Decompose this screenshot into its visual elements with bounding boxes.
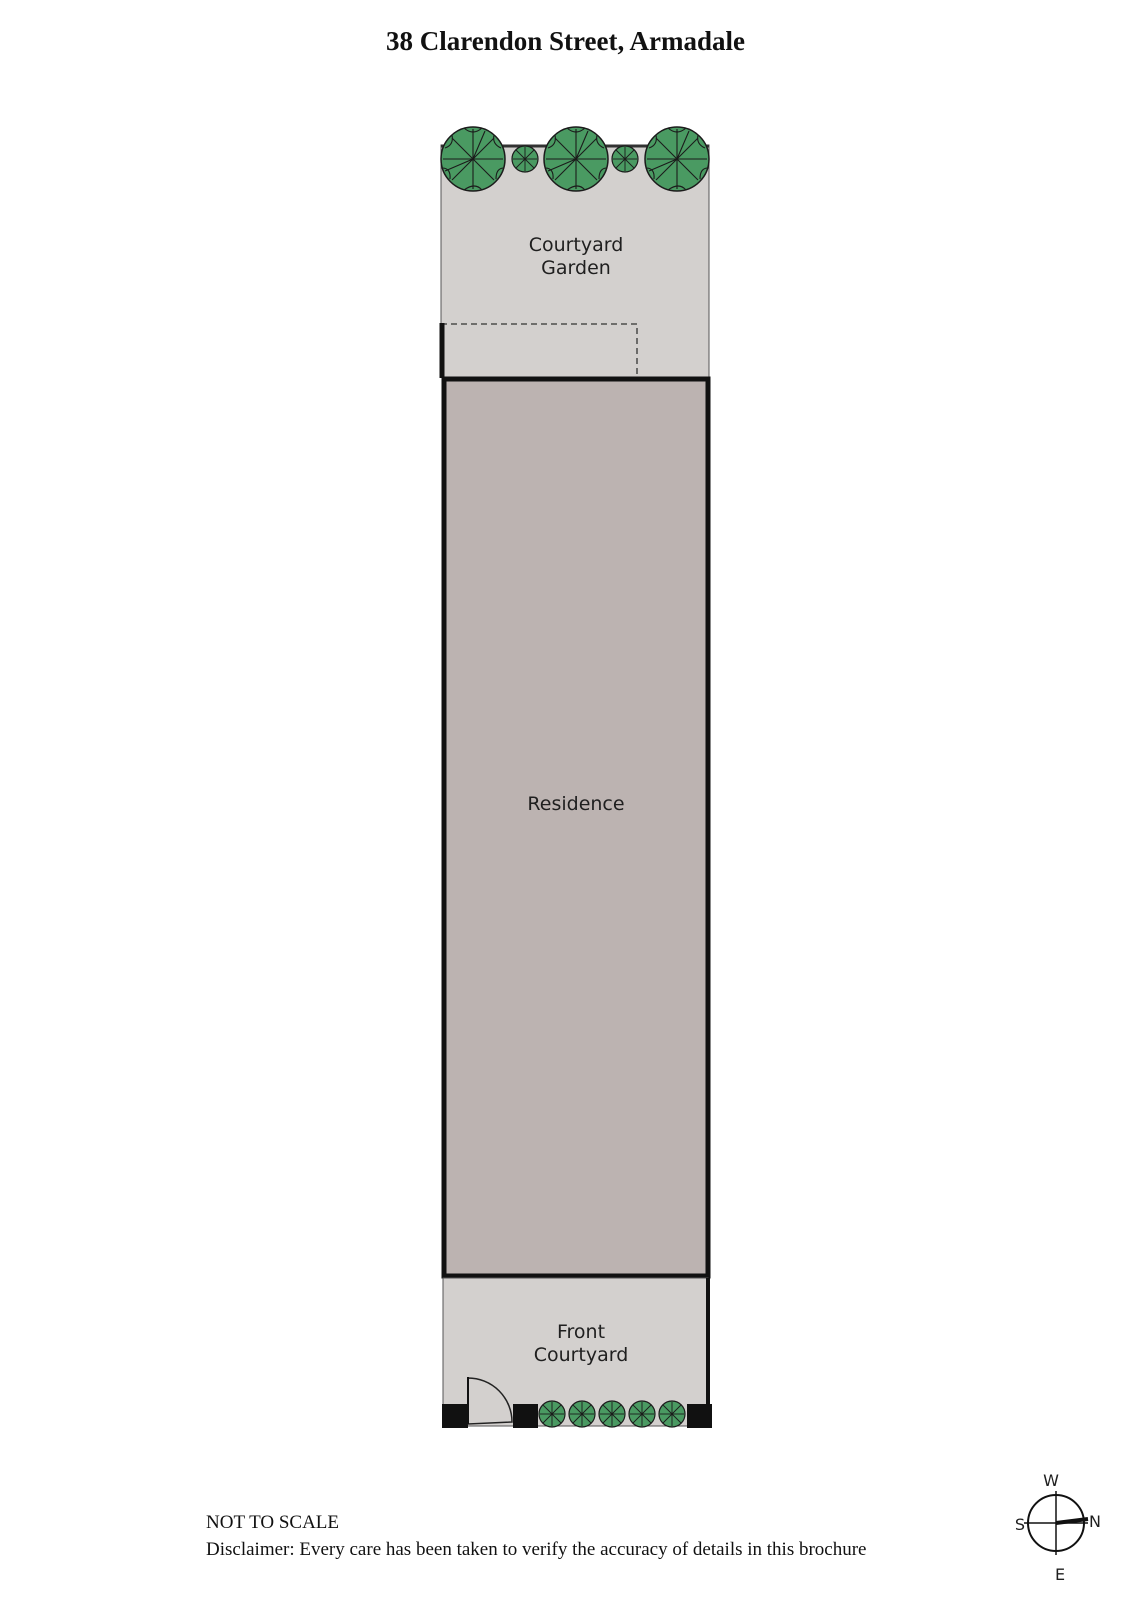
shrub-icon [612,146,638,172]
compass-label-top: W [1043,1471,1059,1490]
disclaimer-note: Disclaimer: Every care has been taken to verify the accuracy of details in this brochure [206,1539,867,1560]
front-pier-left [442,1404,468,1428]
courtyard-garden-label-line1: Courtyard [528,234,624,256]
front-pier-right [687,1404,712,1428]
compass-label-right: N [1089,1512,1101,1531]
courtyard-garden-label-line2: Garden [541,257,611,279]
shrub-icon [599,1401,625,1427]
not-to-scale-note: NOT TO SCALE [206,1512,340,1533]
tree-icon [441,127,505,191]
compass-icon [1024,1491,1088,1555]
front-courtyard-label-line1: Front [556,1321,606,1343]
tree-icon [544,127,608,191]
residence-area [444,379,708,1276]
shrub-icon [512,146,538,172]
compass-label-left: S [1014,1515,1026,1534]
shrub-icon [539,1401,565,1427]
shrub-icon [629,1401,655,1427]
shrub-icon [659,1401,685,1427]
shrub-icon [569,1401,595,1427]
front-courtyard-label-line2: Courtyard [533,1344,629,1366]
plan-title: 38 Clarendon Street, Armadale [386,26,745,56]
compass-label-bottom: E [1054,1565,1066,1584]
front-pier-middle [513,1404,538,1428]
residence-label: Residence [527,793,625,815]
tree-icon [645,127,709,191]
